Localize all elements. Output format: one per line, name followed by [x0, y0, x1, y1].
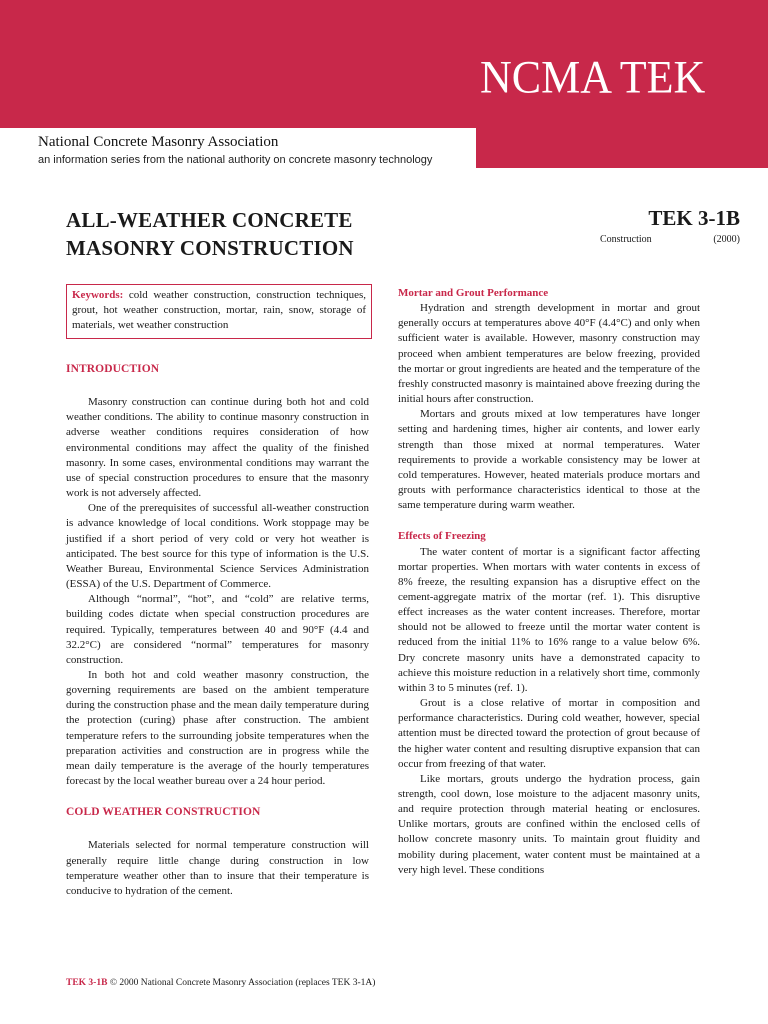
- paragraph: In both hot and cold weather masonry construction, the governing requirements are based on the ambient temperature during the construction phase and the mean daily temperature during the protection (curing) phase after construction. The ambient temperature refers to the surrounding jobsite temperatures when the preparation activities and construction are in progress while the mean daily temperature is the average of the hourly temperatures forecast by the local weather bureau over a 24 hour period.: [66, 668, 369, 788]
- left-column: [66, 362, 369, 899]
- document-title: [66, 206, 406, 262]
- paragraph: Masonry construction can continue during both hot and cold weather conditions. The ability to continue masonry construction in adverse weather conditions requires consideration of how environmental conditions may affect the quality of the finished masonry. In some cases, environmental conditions may warrant the use of special construction procedures to ensure that the masonry work is not adversely affected.: [66, 396, 369, 500]
- tek-meta: [600, 234, 740, 245]
- keywords-text: cold weather construction, construction techniques, grout, hot weather construction, mortar, rain, snow, storage of materials, wet weather construction: [72, 289, 367, 332]
- paragraph: Materials selected for normal temperature construction will generally require little change during construction in low temperature weather other than to insure that their temperature is conducive to hydration of the cement.: [66, 839, 369, 897]
- paragraph: Mortars and grouts mixed at low temperatures have longer setting and hardening times, higher air contents, and lower early strength than those mixed at normal temperatures. Water requirements to provide a workable consistency may be lower at cold temperatures. However, heated materials produce mortars and grouts with performance characteristics identical to those at the same temperature during warm weather.: [398, 408, 700, 512]
- tek-number: TEK 3-1B: [648, 206, 740, 230]
- ncma-tek-logo: NCMA TEK: [480, 51, 706, 104]
- title-line-1: ALL-WEATHER CONCRETE: [66, 208, 353, 232]
- mortar-grout-heading: Mortar and Grout Performance: [398, 287, 549, 299]
- cold-weather-heading: COLD WEATHER CONSTRUCTION: [66, 806, 261, 819]
- paragraph: The water content of mortar is a significant factor affecting mortar properties. When mortars with water contents in excess of 8% freeze, the resulting expansion has a disruptive effect on the cement-aggregate matrix of the mortar (ref. 1). This disruptive effect increases as the water content increases. Therefore, mortar should not be allowed to freeze until the mortar water content is reduced from the initial 11% to 16% range to a value below 6%. Dry concrete masonry units have a demonstrated capacity to achieve this moisture reduction in a relatively short time, commonly within 3 to 5 minutes (ref. 1).: [398, 545, 700, 694]
- paragraph: One of the prerequisites of successful all-weather construction is advance knowledge of local conditions. Work stoppage may be justified if a short period of very cold or very hot weather is anticipated. The best source for this type of information is the U.S. Weather Bureau, Environmental Science Services Administration (ESSA) of the U.S. Department of Commerce.: [66, 502, 369, 591]
- header-band-extension: [476, 128, 768, 168]
- paragraph: Although “normal”, “hot”, and “cold” are relative terms, building codes dictate when special construction procedures are required. Typically, temperatures between 40 and 90°F (4.4 and 32.2°C) are considered “normal” temperatures for masonry construction.: [66, 593, 369, 666]
- association-tagline: an information series from the national authority on concrete masonry technology: [38, 154, 433, 166]
- tek-year: (2000): [713, 234, 740, 245]
- right-column: [398, 286, 700, 878]
- tek-category: Construction: [600, 234, 652, 245]
- footer-copyright: © 2000 National Concrete Masonry Association (replaces TEK 3-1A): [109, 978, 376, 988]
- paragraph: Like mortars, grouts undergo the hydration process, gain strength, cool down, lose moisture to the adjacent masonry units, and require protection through material heating or enclosures. Unlike mortars, grouts are confined within the enclosed cells of hollow concrete masonry units. To maintain grout fluidity and mobility during placement, water content must be maintained at a very high level. These conditions: [398, 772, 700, 876]
- paragraph: Hydration and strength development in mortar and grout generally occurs at temperatures above 40°F (4.4°C) and only when sufficient water is available. However, masonry construction may proceed when ambient temperatures are below freezing, provided the mortar or grout ingredients are heated and the temperature of the freshly constructed masonry is maintained above freezing during the initial hours after construction.: [398, 302, 700, 406]
- introduction-heading: INTRODUCTION: [66, 363, 160, 375]
- title-line-2: MASONRY CONSTRUCTION: [66, 236, 354, 260]
- keywords-label: Keywords:: [72, 289, 124, 301]
- paragraph: Grout is a close relative of mortar in composition and performance characteristics. During cold weather, however, special attention must be directed toward the protection of grout because of the higher water content and resulting disruptive expansion that can occur from freezing of that water.: [398, 697, 700, 770]
- footer-tek-number: TEK 3-1B: [66, 978, 108, 988]
- effects-of-freezing-heading: Effects of Freezing: [398, 530, 486, 543]
- keywords-box: [66, 284, 372, 339]
- page-footer: [66, 978, 375, 988]
- association-name: National Concrete Masonry Association: [38, 134, 279, 150]
